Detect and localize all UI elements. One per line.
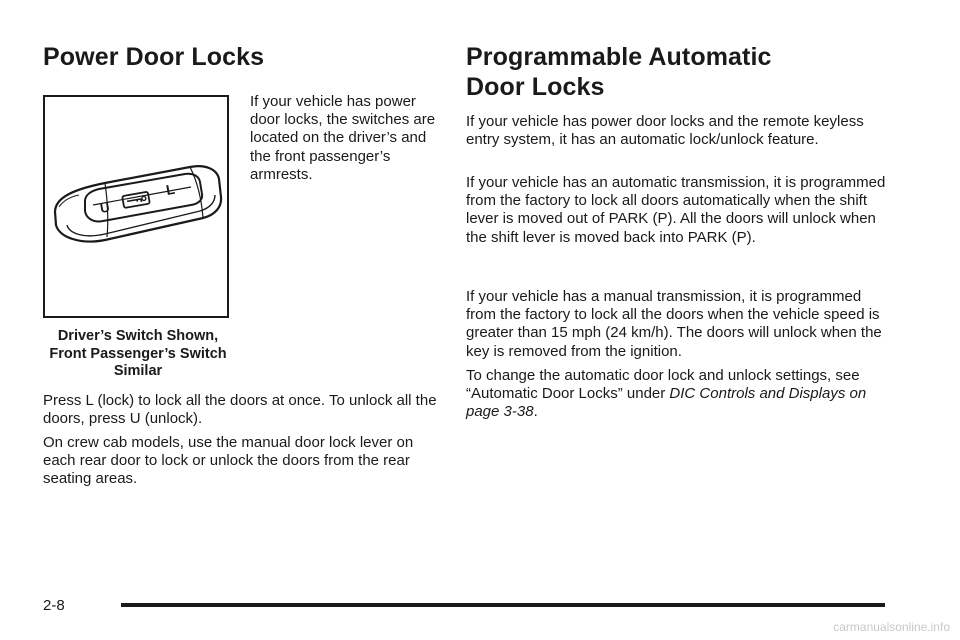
- door-lock-switch-figure: [43, 95, 229, 318]
- automatic-transmission-text: If your vehicle has an automatic transmission, it is programmed from the factory to lock all doors automatically when the shift lever is moved out of PARK (P). All the doors will unlock when the shift lever is moved back into PARK (P).: [466, 174, 886, 246]
- watermark-text: carmanualsonline.info: [833, 620, 950, 634]
- change-settings-prefix: To change the automatic door lock and unlock settings, see “Automatic Door Locks” under: [466, 367, 860, 403]
- change-settings-text: [466, 367, 886, 422]
- lock-label: L: [164, 180, 176, 198]
- programmable-locks-heading-line2: Door Locks: [466, 73, 605, 101]
- dic-controls-reference-link[interactable]: DIC Controls and Displays on page 3-38: [466, 385, 867, 421]
- crew-cab-instructions: On crew cab models, use the manual door lock lever on each rear door to lock or unlock the doors from the rear seating areas.: [43, 434, 414, 488]
- change-settings-suffix: .: [533, 403, 538, 421]
- figure-caption: Driver’s Switch Shown, Front Passenger’s Switch Similar: [49, 328, 227, 379]
- power-door-locks-heading: Power Door Locks: [43, 43, 265, 71]
- footer-rule: [121, 603, 885, 607]
- switch-location-text: If your vehicle has power door locks, the switches are located on the driver’s and the front passenger’s armrests.: [250, 93, 436, 183]
- programmable-locks-heading-line1: Programmable Automatic: [466, 43, 772, 71]
- key-icon: [122, 192, 150, 208]
- door-lock-switch-illustration: [45, 97, 227, 316]
- page-number: 2-8: [43, 597, 65, 614]
- unlock-label: U: [98, 199, 111, 216]
- manual-transmission-text: If your vehicle has a manual transmission, it is programmed from the factory to lock all the doors when the vehicle speed is greater than 15 mph (24 km/h). The doors will unlock when the key is removed from the ignition.: [466, 288, 882, 360]
- lock-unlock-instructions: Press L (lock) to lock all the doors at once. To unlock all the doors, press U (unlock).: [43, 392, 437, 428]
- feature-intro-text: If your vehicle has power door locks and the remote keyless entry system, it has an automatic lock/unlock feature.: [466, 113, 864, 149]
